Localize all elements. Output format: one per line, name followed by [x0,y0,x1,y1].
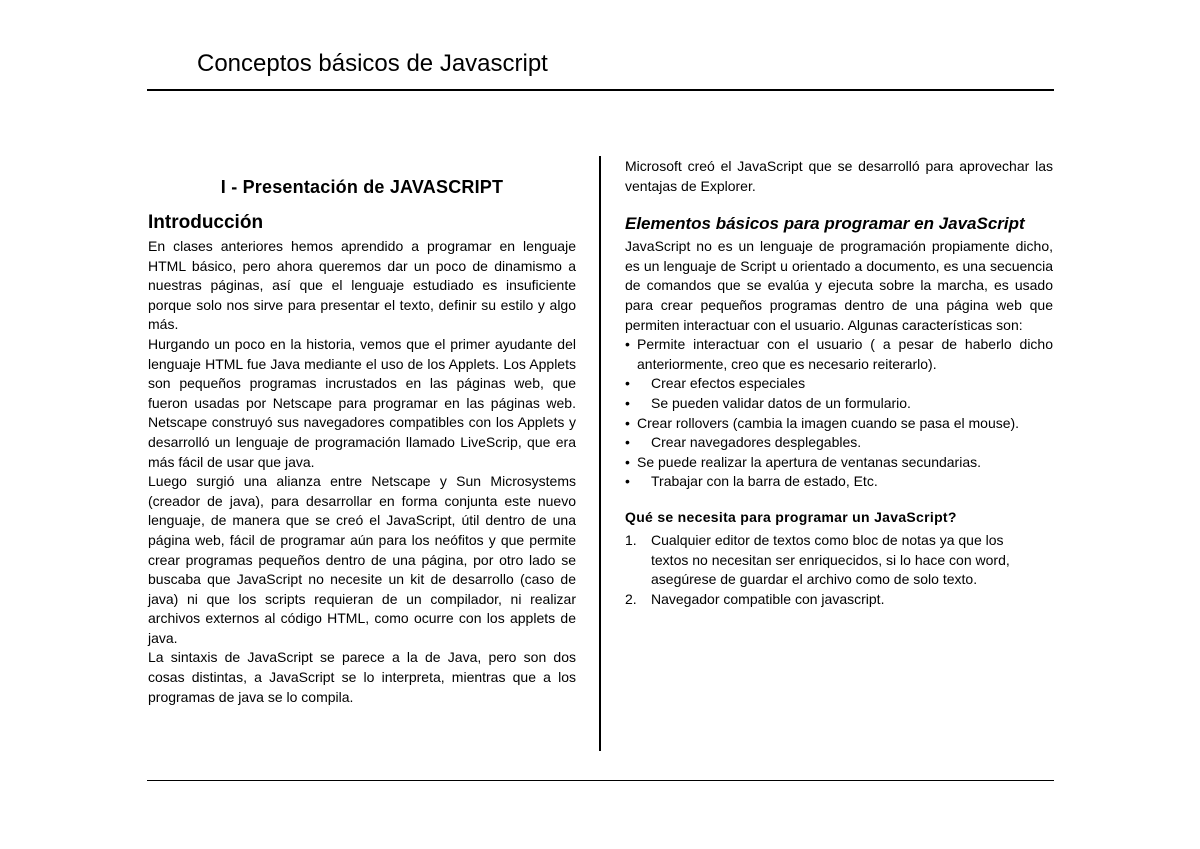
intro-paragraph-1: En clases anteriores hemos aprendido a programar en lenguaje HTML básico, pero ahora queremos dar un poco de dinamismo a nuestras páginas, así que el lenguaje estudiado es insuficiente porque solo nos sirve para presentar el texto, definir su estilo y algo más. [148,238,576,333]
list-item [625,335,1053,374]
list-item-text: Cualquier editor de textos como bloc de notas ya que los textos no necesitan ser enriquecidos, si lo hace con word, asegúrese de guardar el archivo como de solo texto. [651,531,1010,588]
list-item-text: Trabajar con la barra de estado, Etc. [651,473,878,490]
intro-heading: Introducción [148,212,264,233]
right-column [625,157,1053,609]
list-item [625,472,1053,492]
list-item-text: Crear rollovers (cambia la imagen cuando se pasa el mouse). [637,414,1020,431]
bullet-icon: • [625,394,630,411]
list-number: 2. [625,590,637,607]
features-list [625,335,1053,492]
list-item [625,414,1053,434]
bullet-icon: • [625,434,630,451]
list-item [625,590,1043,610]
basics-heading: Elementos básicos para programar en JavaScript [625,214,1025,234]
list-item [625,394,1053,414]
list-item-text: Crear efectos especiales [651,375,806,392]
page-title: Conceptos básicos de Javascript [197,50,548,77]
left-column [148,176,576,707]
list-item-text: Navegador compatible con javascript. [651,590,885,607]
column-divider [599,156,601,751]
list-number: 1. [625,531,637,548]
bullet-icon: • [625,473,630,490]
bullet-icon: • [625,453,630,470]
section-title: I - Presentación de JAVASCRIPT [220,177,504,197]
requirements-heading: Qué se necesita para programar un JavaScript? [625,508,957,525]
basics-paragraph: JavaScript no es un lenguaje de programación propiamente dicho, es un lenguaje de Script u orientado a documento, es una secuencia de comandos que se evalúa y ejecuta sobre la marcha, es usado para crear pequeños programas dentro de una página web que permiten interactuar con el usuario. Algunas características son: [625,238,1053,333]
list-item [625,531,1043,590]
header-rule [147,89,1054,91]
intro-paragraph-3: Luego surgió una alianza entre Netscape y Sun Microsystems (creador de java), para desarrollar en forma conjunta este nuevo lenguaje, de manera que se creó el JavaScript, útil dentro de una página web, fácil de programar aún para los neófitos y que permite crear programas pequeños dentro de una página, por otro lado se buscaba que JavaScript no necesite un kit de desarrollo (caso de java) ni que los scripts requieran de un compilador, ni realizar archivos externos al código HTML, como ocurre con los applets de java. [148,473,576,646]
list-item-text: Crear navegadores desplegables. [651,434,862,451]
list-item [625,453,1053,473]
footer-rule [147,780,1054,781]
intro-paragraph-2: Hurgando un poco en la historia, vemos que el primer ayudante del lenguaje HTML fue Java mediante el uso de los Applets. Los Applets son pequeños programas incrustados en las páginas web, que fueron usadas por Netscape para programar en las páginas web. Netscape construyó sus navegadores compatibles con los Applets y desarrolló un lenguaje de programación llamado LiveScrip, que era más fácil de usar que java. [148,335,576,470]
bullet-icon: • [625,375,630,392]
list-item [625,374,1053,394]
list-item-text: Se puede realizar la apertura de ventanas secundarias. [637,453,981,470]
bullet-icon: • [625,336,630,353]
opening-paragraph: Microsoft creó el JavaScript que se desarrolló para aprovechar las ventajas de Explorer. [625,158,1053,194]
bullet-icon: • [625,414,630,431]
requirements-list [625,531,1053,609]
intro-paragraph-4: La sintaxis de JavaScript se parece a la de Java, pero son dos cosas distintas, a JavaScript se lo interpreta, mientras que a los programas de java se lo compila. [148,649,576,705]
list-item-text: Permite interactuar con el usuario ( a pesar de haberlo dicho anteriormente, creo que es necesario reiterarlo). [637,336,1053,372]
list-item-text: Se pueden validar datos de un formulario. [651,394,911,411]
list-item [625,433,1053,453]
